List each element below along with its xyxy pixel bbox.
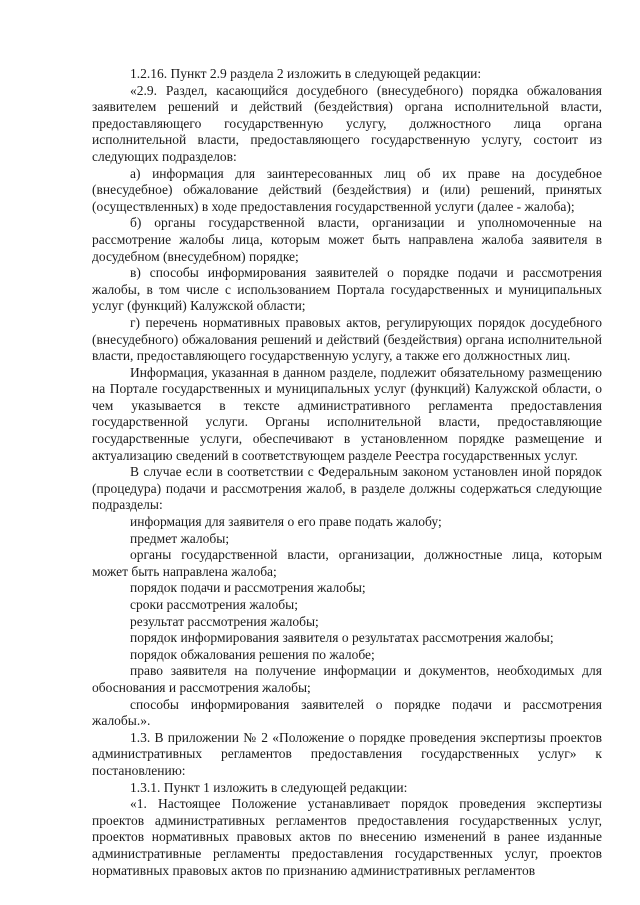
list-item: порядок информирования заявителя о результатах рассмотрения жалобы; <box>130 630 554 646</box>
list-item: результат рассмотрения жалобы; <box>130 613 319 629</box>
paragraph-item-v: в) способы информирования заявителей о порядке подачи и рассмотрения жалобы, в том числе с использованием Портала государственных и муниципальных услуг (функций) Калужской области; <box>92 265 602 314</box>
list-item: способы информирования заявителей о порядке подачи и рассмотрения жалобы.». <box>92 696 602 729</box>
paragraph-information: Информация, указанная в данном разделе, подлежит обязательному размещению на Портале государственных и муниципальных услуг (функций) Калужской области, о чем указывается в тексте административного регламента предоставления государственной услуги. Органы исполнительной власти, предоставляющие государственные услуги, обеспечивают в установленном порядке размещение и актуализацию сведений в соответствующем разделе Реестра государственных услуг. <box>92 364 602 463</box>
paragraph-1-3-1: 1.3.1. Пункт 1 изложить в следующей редакции: <box>130 779 408 795</box>
list-item: предмет жалобы; <box>130 530 230 546</box>
paragraph-1-3: 1.3. В приложении № 2 «Положение о порядке проведения экспертизы проектов административных регламентов предоставления государственных услуг» к постановлению: <box>92 729 602 778</box>
paragraph-item-b: б) органы государственной власти, организации и уполномоченные на рассмотрение жалобы лица, которым может быть направлена жалоба заявителя в досудебном (внесудебном) порядке; <box>92 215 602 264</box>
list-item: органы государственной власти, организации, должностные лица, которым может быть направлена жалоба; <box>92 547 602 579</box>
paragraph-item-g: г) перечень нормативных правовых актов, регулирующих порядок досудебного (внесудебного) обжалования решений и действий (бездействия) органа исполнительной власти, предоставляющего государственную услугу, а также его должностных лиц. <box>92 314 602 364</box>
list-item: порядок обжалования решения по жалобе; <box>130 646 375 662</box>
list-item: сроки рассмотрения жалобы; <box>130 597 298 612</box>
paragraph-other-procedure: В случае если в соответствии с Федеральным законом установлен иной порядок (процедура) подачи и рассмотрения жалоб, в разделе должны содержаться следующие подразделы: <box>92 464 602 513</box>
paragraph-2-9: «2.9. Раздел, касающийся досудебного (внесудебного) порядка обжалования заявителем решений и действий (бездействия) органа исполнительной власти, предоставляющего государственную услугу, должностного лица органа исполнительной власти, предоставляющего государственную услугу, состоит из следующих подразделов: <box>92 82 602 164</box>
paragraph-item-a: а) информация для заинтересованных лиц об их праве на досудебное (внесудебное) обжалование действий (бездействия) и (или) решений, принятых (осуществленных) в ходе предоставления государственной услуги (далее - жалоба); <box>92 165 602 214</box>
list-item: право заявителя на получение информации и документов, необходимых для обоснования и рассмотрения жалобы; <box>92 663 602 695</box>
paragraph-clause-1: «1. Настоящее Положение устанавливает порядок проведения экспертизы проектов административных регламентов предоставления государственных услуг, проектов нормативных правовых актов по внесению изменений в ранее изданные административные регламенты предоставления государственных услуг, проектов нормативных правовых актов по признанию административных регламентов <box>92 796 602 878</box>
list-item: информация для заявителя о его праве подать жалобу; <box>130 514 442 530</box>
paragraph-1-2-16: 1.2.16. Пункт 2.9 раздела 2 изложить в следующей редакции: <box>130 66 482 81</box>
list-item: порядок подачи и рассмотрения жалобы; <box>130 580 366 596</box>
